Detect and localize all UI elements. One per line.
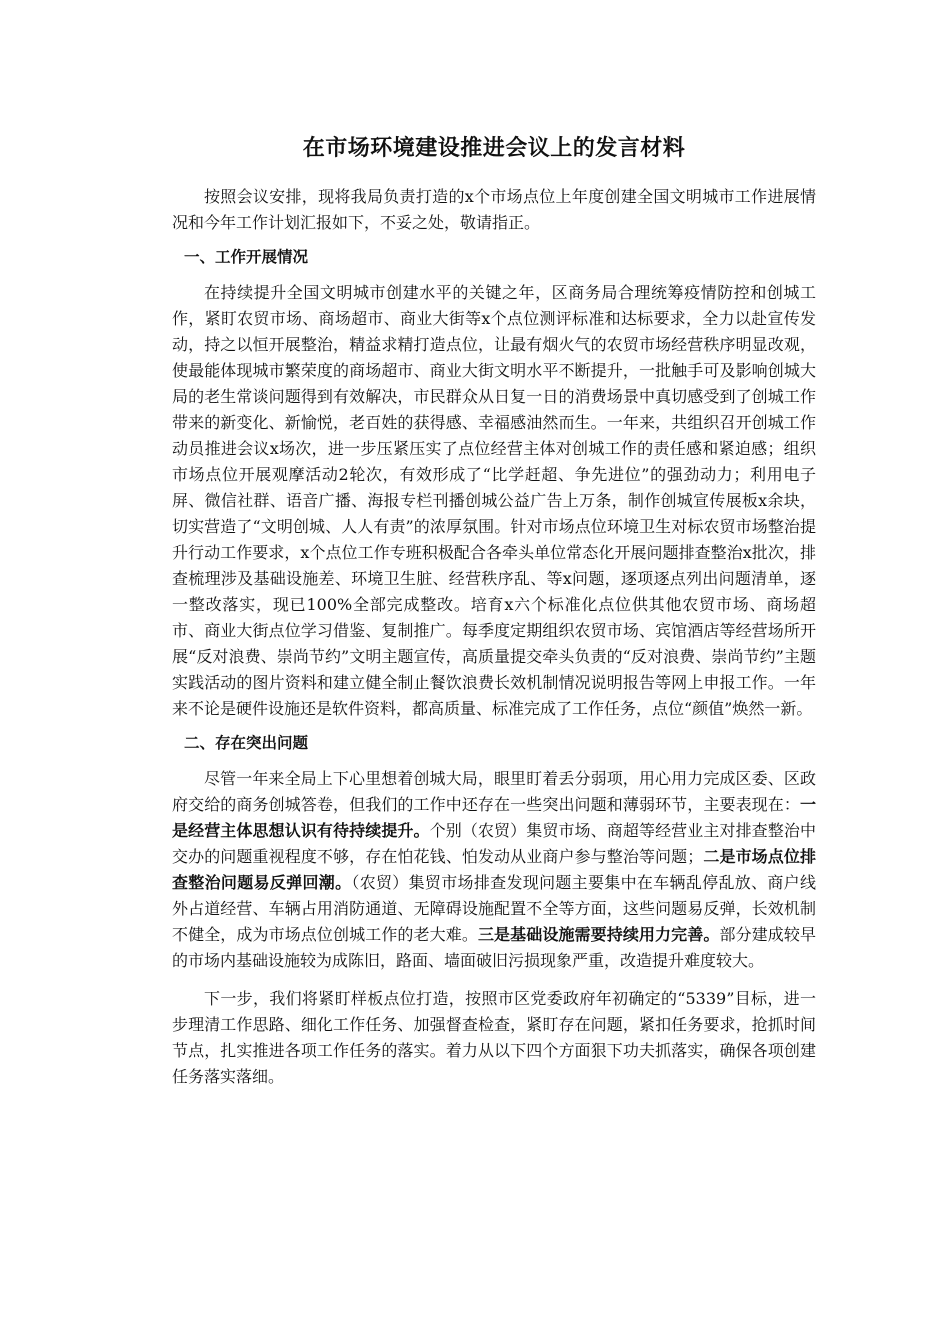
- problems-text-2: 个别（农贸）集贸市场、商超等经营业主对排查整治中交办的问题重视程度不够，存在怕花钱、怕发动从业商户参与整治等问题；: [172, 821, 816, 866]
- problem-point-3: 三是基础设施需要持续用力完善。: [477, 925, 720, 944]
- section-work-progress-paragraph: 在持续提升全国文明城市创建水平的关键之年，区商务局合理统筹疫情防控和创城工作，紧盯农贸市场、商场超市、商业大街等x个点位测评标准和达标要求，全力以赴宣传发动，持之以恒开展整治，精益求精打造点位，让最有烟火气的农贸市场经营秩序明显改观，使最能体现城市繁荣度的商场超市、商业大街文明水平不断提升，一批触手可及影响创城大局的老生常谈问题得到有效解决，市民群众从日复一日的消费场景中真切感受到了创城工作带来的新变化、新愉悦，老百姓的获得感、幸福感油然而生。一年来，共组织召开创城工作动员推进会议x场次，进一步压紧压实了点位经营主体对创城工作的责任感和紧迫感；组织市场点位开展观摩活动2轮次，有效形成了“比学赶超、争先进位”的强劲动力；利用电子屏、微信社群、语音广播、海报专栏刊播创城公益广告上万条，制作创城宣传展板x余块，切实营造了“文明创城、人人有责”的浓厚氛围。针对市场点位环境卫生对标农贸市场整治提升行动工作要求，x个点位工作专班积极配合各牵头单位常态化开展问题排查整治x批次，排查梳理涉及基础设施差、环境卫生脏、经营秩序乱、等x问题，逐项逐点列出问题清单，逐一整改落实，现已100%全部完成整改。培育x六个标准化点位供其他农贸市场、商场超市、商业大街点位学习借鉴、复制推广。每季度定期组织农贸市场、宾馆酒店等经营场所开展“反对浪费、崇尚节约”文明主题宣传，高质量提交牵头负责的“反对浪费、崇尚节约”主题实践活动的图片资料和建立健全制止餐饮浪费长效机制情况说明报告等网上申报工作。一年来不论是硬件设施还是软件资料，都高质量、标准完成了工作任务，点位“颜值”焕然一新。: [172, 283, 816, 718]
- section-problems-paragraph: [172, 766, 816, 974]
- document-title: 在市场环境建设推进会议上的发言材料: [302, 136, 686, 161]
- intro-paragraph: 按照会议安排，现将我局负责打造的x个市场点位上年度创建全国文明城市工作进展情况和今年工作计划汇报如下，不妥之处，敬请指正。: [172, 187, 816, 232]
- problem-point-2: 二是市场点位排查整治问题易反弹回潮。: [172, 847, 816, 892]
- next-step-paragraph: 下一步，我们将紧盯样板点位打造，按照市区党委政府年初确定的“5339”目标，进一步理清工作思路、细化工作任务、加强督查检查，紧盯存在问题，紧扣任务要求，抢抓时间节点，扎实推进各项工作任务的落实。着力从以下四个方面狠下功夫抓落实，确保各项创建任务落实落细。: [172, 989, 816, 1086]
- problems-text-3: （农贸）集贸市场排查发现问题主要集中在车辆乱停乱放、商户线外占道经营、车辆占用消防通道、无障碍设施配置不全等方面，这些问题易反弹，长效机制不健全，成为市场点位创城工作的老大难。: [172, 873, 816, 944]
- problems-text-4: 部分建成较早的市场内基础设施较为成陈旧，路面、墙面破旧污损现象严重，改造提升难度较大。: [172, 925, 816, 970]
- problem-point-1: 一是经营主体思想认识有待持续提升。: [172, 795, 816, 840]
- document-page: [172, 132, 816, 1090]
- section-heading-work-progress: 一、工作开展情况: [184, 248, 309, 266]
- section-heading-problems: 二、存在突出问题: [184, 734, 309, 752]
- problems-text-1: 尽管一年来全局上下心里想着创城大局，眼里盯着丢分弱项，用心用力完成区委、区政府交给的商务创城答卷，但我们的工作中还存在一些突出问题和薄弱环节，主要表现在：: [172, 769, 816, 814]
